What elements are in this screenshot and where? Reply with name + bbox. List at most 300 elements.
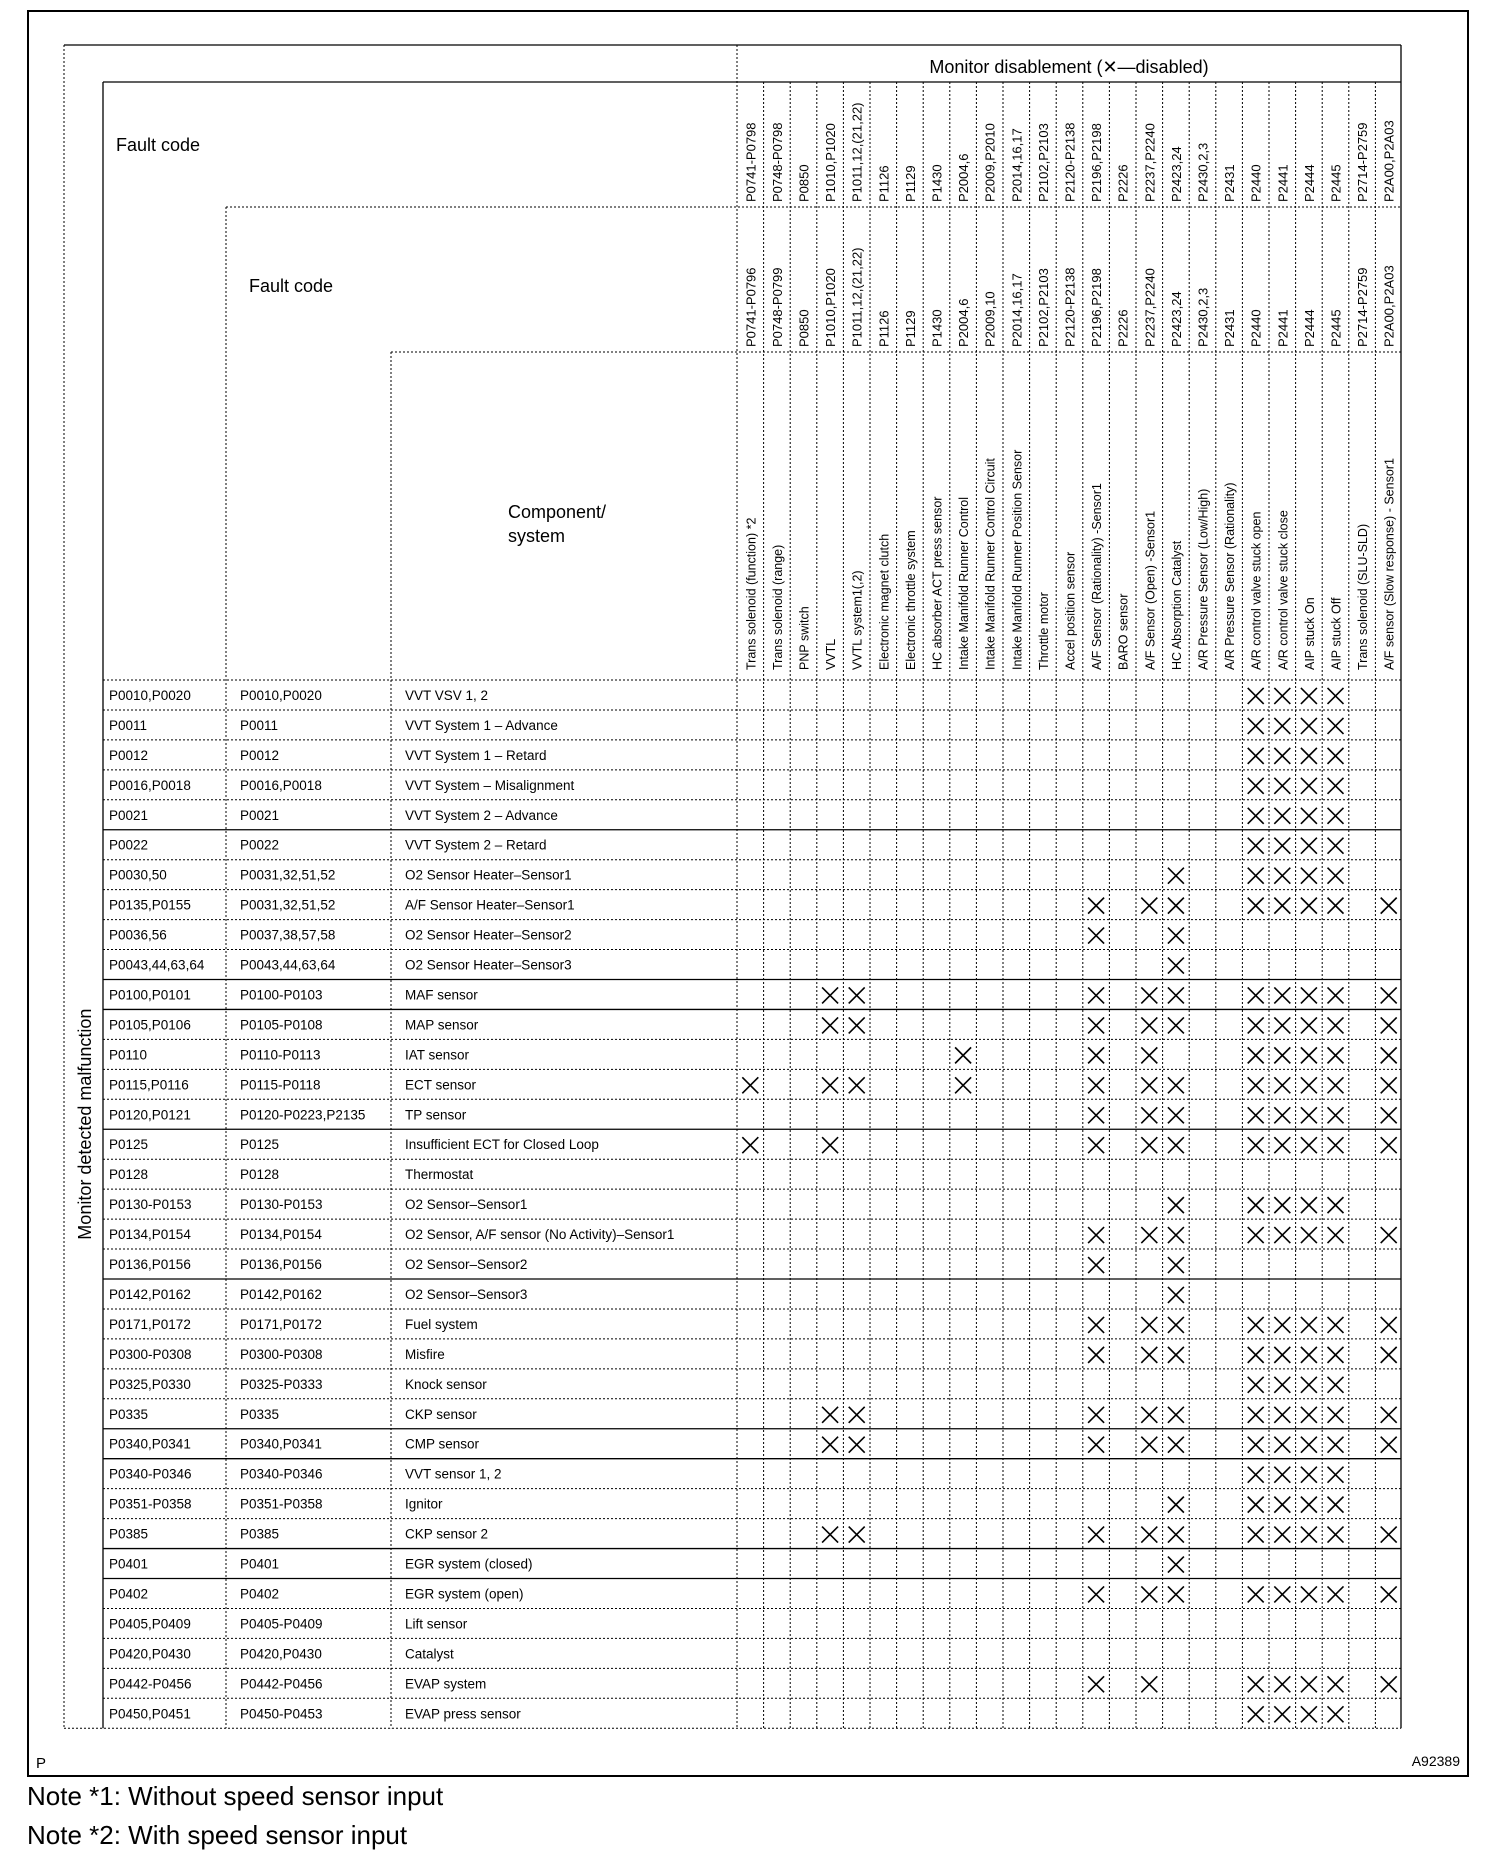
disabled-mark	[849, 987, 865, 1003]
disabled-mark	[1088, 1407, 1104, 1423]
row-fault-code: P0011	[109, 717, 148, 733]
disabled-mark	[1141, 1437, 1157, 1453]
disabled-mark	[1301, 1706, 1317, 1722]
column-code: P2423,24	[1168, 291, 1184, 347]
row-fault-code-detail: P0128	[240, 1167, 280, 1183]
row-fault-code-detail: P0450-P0453	[240, 1706, 323, 1722]
row-fault-code: P0105,P0106	[109, 1017, 191, 1033]
disabled-mark	[1274, 718, 1290, 734]
column-code: P1126	[876, 310, 892, 347]
disabled-mark	[1328, 868, 1344, 884]
disabled-mark	[822, 987, 838, 1003]
disabled-mark	[1328, 838, 1344, 854]
row-fault-code-detail: P0300-P0308	[240, 1346, 323, 1362]
disabled-mark	[1088, 1676, 1104, 1692]
disabled-mark	[1328, 1137, 1344, 1153]
disabled-mark	[1248, 1437, 1264, 1453]
disabled-mark	[1168, 1017, 1184, 1033]
row-component: O2 Sensor–Sensor2	[405, 1257, 528, 1273]
disabled-mark	[955, 1047, 971, 1063]
disabled-mark	[1301, 1317, 1317, 1333]
disabled-mark	[1328, 1197, 1344, 1213]
disabled-mark	[1248, 1467, 1264, 1483]
disabled-mark	[1301, 808, 1317, 824]
disabled-mark	[1274, 1676, 1290, 1692]
row-component: VVT VSV 1, 2	[405, 687, 489, 703]
row-fault-code-detail: P0420,P0430	[240, 1646, 322, 1662]
disabled-mark	[1088, 1586, 1104, 1602]
table-row	[109, 718, 1344, 734]
column-component: Intake Manifold Runner Position Sensor	[1010, 449, 1025, 670]
column-code-top: P1126	[876, 165, 892, 202]
row-fault-code-detail: P0031,32,51,52	[240, 867, 336, 883]
disabled-mark	[1274, 1377, 1290, 1393]
disabled-mark	[1248, 987, 1264, 1003]
disabled-mark	[1088, 1437, 1104, 1453]
row-fault-code: P0402	[109, 1586, 149, 1602]
disabled-mark	[1328, 808, 1344, 824]
row-fault-code-detail: P0340-P0346	[240, 1466, 323, 1482]
column-code: P1129	[902, 310, 918, 347]
row-fault-code-detail: P0125	[240, 1137, 280, 1153]
disabled-mark	[1088, 1317, 1104, 1333]
disabled-mark	[1088, 1077, 1104, 1093]
row-fault-code: P0036,56	[109, 927, 167, 943]
column-code: P2440	[1248, 309, 1264, 347]
table-row	[109, 1527, 1397, 1543]
disabled-mark	[1168, 1527, 1184, 1543]
disabled-mark	[1168, 1077, 1184, 1093]
disabled-mark	[1328, 1047, 1344, 1063]
disabled-mark	[1301, 1527, 1317, 1543]
disabled-mark	[1248, 808, 1264, 824]
row-fault-code-detail: P0142,P0162	[240, 1286, 322, 1302]
disabled-mark	[1141, 1227, 1157, 1243]
disabled-mark	[1301, 1437, 1317, 1453]
table-row	[109, 808, 1344, 824]
disabled-mark	[1328, 1077, 1344, 1093]
row-fault-code: P0335	[109, 1406, 149, 1422]
column-component: Trans solenoid (range)	[770, 544, 785, 670]
disabled-mark	[1274, 1407, 1290, 1423]
column-headers	[743, 103, 1396, 671]
column-code: P0741-P0796	[743, 267, 759, 347]
row-fault-code: P0130-P0153	[109, 1197, 192, 1213]
disabled-mark	[1248, 778, 1264, 794]
column-code-top: P2237,P2240	[1142, 123, 1158, 202]
column-code: P1010,P1020	[823, 268, 839, 347]
row-fault-code: P0115,P0116	[109, 1077, 189, 1093]
disabled-mark	[1274, 1527, 1290, 1543]
disabled-mark	[1141, 1107, 1157, 1123]
disabled-mark	[1088, 1257, 1104, 1273]
disabled-mark	[1274, 748, 1290, 764]
row-component: EVAP system	[405, 1676, 487, 1692]
fault-code-header-outer: Fault code	[116, 135, 201, 155]
disabled-mark	[849, 1017, 865, 1033]
disabled-mark	[1168, 1227, 1184, 1243]
disabled-mark	[1248, 1407, 1264, 1423]
column-code: P0850	[796, 309, 812, 347]
column-code-top: P2009,P2010	[982, 123, 998, 202]
disabled-mark	[1168, 1317, 1184, 1333]
row-component: Thermostat	[405, 1167, 474, 1183]
disabled-mark	[1168, 928, 1184, 944]
column-code-top: P2226	[1115, 164, 1131, 202]
column-code: P2714-P2759	[1355, 267, 1371, 347]
disabled-mark	[1248, 1377, 1264, 1393]
disabled-mark	[1248, 1197, 1264, 1213]
column-component: Trans solenoid (SLU-SLD)	[1356, 523, 1371, 670]
disabled-mark	[1141, 1047, 1157, 1063]
column-component: VVTL system1(,2)	[850, 570, 865, 670]
disabled-mark	[1141, 1317, 1157, 1333]
disabled-mark	[1274, 1317, 1290, 1333]
disabled-mark	[1328, 1107, 1344, 1123]
disabled-mark	[1274, 1197, 1290, 1213]
column-code: P2120-P2138	[1062, 267, 1078, 347]
disabled-mark	[1088, 898, 1104, 914]
disabled-mark	[1274, 1137, 1290, 1153]
column-component: Intake Manifold Runner Control	[957, 496, 972, 670]
column-code: P1011,12,(21,22)	[849, 247, 865, 347]
column-code-top: P2196,P2198	[1089, 123, 1105, 202]
row-fault-code: P0010,P0020	[109, 687, 191, 703]
disabled-mark	[1141, 1017, 1157, 1033]
disabled-mark	[1301, 1137, 1317, 1153]
table-row	[109, 1047, 1397, 1063]
row-component: Fuel system	[405, 1316, 478, 1332]
column-component: Accel position sensor	[1063, 551, 1078, 670]
disabled-mark	[1301, 1227, 1317, 1243]
table-row	[109, 1137, 1397, 1153]
disabled-mark	[1328, 1437, 1344, 1453]
row-component: MAF sensor	[405, 987, 478, 1003]
row-fault-code-detail: P0012	[240, 747, 280, 763]
disabled-mark	[1301, 1676, 1317, 1692]
disabled-mark	[1381, 1227, 1397, 1243]
disabled-mark	[1141, 1676, 1157, 1692]
disabled-mark	[1088, 928, 1104, 944]
row-fault-code: P0120,P0121	[109, 1107, 191, 1123]
disabled-mark	[1381, 1017, 1397, 1033]
disabled-mark	[1141, 1077, 1157, 1093]
disabled-mark	[822, 1407, 838, 1423]
column-component: A/R control valve stuck open	[1249, 511, 1264, 670]
disabled-mark	[849, 1407, 865, 1423]
row-fault-code-detail: P0100-P0103	[240, 987, 323, 1003]
disabled-mark	[1301, 1347, 1317, 1363]
column-component: BARO sensor	[1116, 593, 1131, 670]
disabled-mark	[1301, 1377, 1317, 1393]
disabled-mark	[1274, 1437, 1290, 1453]
disabled-mark	[1328, 1706, 1344, 1722]
disabled-mark	[1381, 1527, 1397, 1543]
disabled-mark	[1274, 1107, 1290, 1123]
row-fault-code: P0385	[109, 1526, 149, 1542]
disabled-mark	[1274, 1497, 1290, 1513]
disabled-mark	[1328, 987, 1344, 1003]
disabled-mark	[1301, 1467, 1317, 1483]
disabled-mark	[1168, 1437, 1184, 1453]
fault-code-header-inner: Fault code	[249, 276, 334, 296]
row-component: MAP sensor	[405, 1017, 479, 1033]
disabled-mark	[742, 1137, 758, 1153]
disabled-mark	[1301, 778, 1317, 794]
disabled-mark	[1381, 1347, 1397, 1363]
disabled-mark	[1381, 1107, 1397, 1123]
row-fault-code-detail: P0401	[240, 1556, 280, 1572]
disabled-mark	[1381, 1047, 1397, 1063]
disabled-mark	[1274, 898, 1290, 914]
column-component: HC absorber ACT press sensor	[930, 496, 945, 670]
disabled-mark	[1301, 688, 1317, 704]
disabled-mark	[1328, 1527, 1344, 1543]
table-row	[109, 1437, 1397, 1453]
disabled-mark	[1141, 987, 1157, 1003]
disabled-mark	[1328, 748, 1344, 764]
row-component: O2 Sensor Heater–Sensor1	[405, 867, 572, 883]
disabled-mark	[1168, 1586, 1184, 1602]
column-code-top: P2A00,P2A03	[1381, 120, 1397, 202]
disabled-mark	[1168, 1197, 1184, 1213]
disabled-mark	[1328, 1227, 1344, 1243]
row-fault-code: P0420,P0430	[109, 1646, 191, 1662]
column-component: A/F sensor (Slow response) - Sensor1	[1382, 458, 1397, 670]
disabled-mark	[1301, 1407, 1317, 1423]
row-component: CMP sensor	[405, 1436, 480, 1452]
disabled-mark	[1248, 1676, 1264, 1692]
row-component: CKP sensor	[405, 1406, 477, 1422]
row-fault-code-detail: P0402	[240, 1586, 280, 1602]
row-fault-code: P0012	[109, 747, 149, 763]
table-row	[109, 1167, 474, 1182]
column-code: P2431	[1222, 309, 1238, 347]
disabled-mark	[1168, 958, 1184, 974]
row-component: O2 Sensor Heater–Sensor3	[405, 957, 572, 973]
table-row	[109, 898, 1397, 914]
disabled-mark	[1168, 898, 1184, 914]
disabled-mark	[1141, 1527, 1157, 1543]
disabled-mark	[1248, 1227, 1264, 1243]
disabled-mark	[1328, 1377, 1344, 1393]
monitor-disablement-title: Monitor disablement (✕—disabled)	[929, 57, 1209, 77]
disabled-mark	[1168, 868, 1184, 884]
table-row	[109, 1497, 1344, 1513]
column-component: A/R Pressure Sensor (Low/High)	[1196, 488, 1211, 670]
table-row	[109, 987, 1397, 1003]
disabled-mark	[1141, 1407, 1157, 1423]
disabled-mark	[1381, 1077, 1397, 1093]
column-code-top: P0741-P0798	[743, 122, 759, 202]
column-component: A/F Sensor (Rationality) -Sensor1	[1090, 483, 1105, 670]
disabled-mark	[1328, 1586, 1344, 1602]
disabled-mark	[822, 1137, 838, 1153]
disabled-mark	[1168, 1557, 1184, 1573]
note-2: Note *2: With speed sensor input	[27, 1820, 408, 1850]
disabled-mark	[1301, 718, 1317, 734]
disabled-mark	[1088, 1107, 1104, 1123]
column-code: P2196,P2198	[1089, 268, 1105, 347]
row-fault-code: P0442-P0456	[109, 1676, 192, 1692]
table-row	[109, 1586, 1397, 1602]
table-row	[109, 778, 1344, 794]
disabled-mark	[1301, 838, 1317, 854]
disabled-mark	[1248, 1347, 1264, 1363]
disabled-mark	[1301, 748, 1317, 764]
column-component: A/F Sensor (Open) -Sensor1	[1143, 510, 1158, 670]
disabled-mark	[1248, 1077, 1264, 1093]
column-code: P2014,16,17	[1009, 273, 1025, 347]
row-fault-code-detail: P0340,P0341	[240, 1436, 322, 1452]
disabled-mark	[1088, 1347, 1104, 1363]
component-header-line: system	[508, 526, 566, 546]
column-code: P2237,P2240	[1142, 268, 1158, 347]
disabled-mark	[1274, 688, 1290, 704]
column-component: PNP switch	[797, 606, 812, 670]
row-fault-code: P0030,50	[109, 867, 167, 883]
disabled-mark	[1301, 868, 1317, 884]
row-fault-code-detail: P0136,P0156	[240, 1257, 322, 1273]
disabled-mark	[1274, 838, 1290, 854]
column-code-top: P0748-P0798	[769, 122, 785, 202]
disabled-mark	[1168, 1257, 1184, 1273]
disabled-mark	[1248, 1017, 1264, 1033]
row-component: CKP sensor 2	[405, 1526, 489, 1542]
row-fault-code-detail: P0120-P0223,P2135	[240, 1107, 366, 1123]
row-fault-code: P0171,P0172	[109, 1316, 191, 1332]
column-code-top: P2102,P2103	[1035, 123, 1051, 202]
disabled-mark	[1248, 1586, 1264, 1602]
column-component: Trans solenoid (function) *2	[744, 517, 759, 670]
row-component: Insufficient ECT for Closed Loop	[405, 1137, 599, 1153]
table-row	[109, 748, 1344, 764]
column-code-top: P1129	[902, 165, 918, 202]
row-fault-code-detail: P0405-P0409	[240, 1616, 323, 1632]
row-fault-code: P0450,P0451	[109, 1706, 191, 1722]
disabled-mark	[1381, 898, 1397, 914]
table-row	[109, 1377, 1344, 1393]
row-fault-code: P0043,44,63,64	[109, 957, 205, 973]
disabled-mark	[1248, 1497, 1264, 1513]
column-component: A/R control valve stuck close	[1276, 510, 1291, 670]
disabled-mark	[1168, 987, 1184, 1003]
disabled-mark	[1301, 1586, 1317, 1602]
disabled-mark	[1088, 1047, 1104, 1063]
corner-label-p: P	[36, 1755, 47, 1772]
column-component: A/R Pressure Sensor (Rationality)	[1223, 482, 1238, 670]
row-fault-code: P0340-P0346	[109, 1466, 192, 1482]
row-fault-code-detail: P0134,P0154	[240, 1227, 322, 1243]
disabled-mark	[1381, 1317, 1397, 1333]
table-row	[109, 1706, 1344, 1722]
table-row	[109, 1227, 1397, 1243]
row-component: TP sensor	[405, 1107, 467, 1123]
column-component: HC Absorption Catalyst	[1169, 540, 1184, 670]
disabled-mark	[1168, 1137, 1184, 1153]
disabled-mark	[955, 1077, 971, 1093]
row-fault-code: P0401	[109, 1556, 149, 1572]
disabled-mark	[1168, 1347, 1184, 1363]
row-fault-code-detail: P0335	[240, 1406, 280, 1422]
disabled-mark	[1328, 1017, 1344, 1033]
disabled-mark	[1274, 1586, 1290, 1602]
row-component: VVT System – Misalignment	[405, 777, 575, 793]
row-fault-code-detail: P0171,P0172	[240, 1316, 322, 1332]
table-row	[109, 1347, 1397, 1363]
row-component: VVT System 1 – Retard	[405, 747, 547, 763]
column-code: P2102,P2103	[1035, 268, 1051, 347]
column-component: VVTL	[824, 638, 839, 670]
table-row	[109, 1317, 1397, 1333]
row-component: A/F Sensor Heater–Sensor1	[405, 897, 575, 913]
disabled-mark	[1274, 987, 1290, 1003]
disabled-mark	[1248, 718, 1264, 734]
row-component: EGR system (open)	[405, 1586, 524, 1602]
table-row	[109, 928, 1184, 944]
row-component: Ignitor	[405, 1496, 443, 1512]
disabled-mark	[1248, 868, 1264, 884]
disabled-mark	[1381, 987, 1397, 1003]
row-fault-code-detail: P0031,32,51,52	[240, 897, 336, 913]
row-fault-code-detail: P0037,38,57,58	[240, 927, 336, 943]
row-fault-code: P0142,P0162	[109, 1286, 191, 1302]
row-fault-code-detail: P0351-P0358	[240, 1496, 323, 1512]
row-fault-code-detail: P0010,P0020	[240, 687, 322, 703]
column-code-top: P1430	[929, 164, 945, 202]
column-code-top: P2445	[1328, 164, 1344, 202]
table-row	[109, 688, 1344, 704]
row-fault-code-detail: P0021	[240, 807, 280, 823]
column-component: Intake Manifold Runner Control Circuit	[983, 458, 998, 670]
column-code: P2441	[1275, 309, 1291, 347]
column-code-top: P2714-P2759	[1355, 122, 1371, 202]
row-fault-code-detail: P0016,P0018	[240, 777, 322, 793]
column-component: AIP stuck On	[1302, 597, 1317, 670]
disabled-mark	[1328, 718, 1344, 734]
row-component: VVT System 2 – Retard	[405, 837, 547, 853]
disabled-mark	[822, 1077, 838, 1093]
table-row	[109, 1616, 468, 1631]
disabled-mark	[1301, 1017, 1317, 1033]
disabled-mark	[1328, 1467, 1344, 1483]
table-row	[109, 1197, 1344, 1213]
disabled-mark	[1248, 838, 1264, 854]
disabled-mark	[1088, 1527, 1104, 1543]
disabled-mark	[1328, 778, 1344, 794]
row-fault-code: P0110	[109, 1047, 148, 1063]
row-component: VVT System 2 – Advance	[405, 807, 558, 823]
row-fault-code: P0300-P0308	[109, 1346, 192, 1362]
row-component: O2 Sensor Heater–Sensor2	[405, 927, 572, 943]
row-component: Lift sensor	[405, 1616, 468, 1632]
row-fault-code-detail: P0130-P0153	[240, 1197, 323, 1213]
disabled-mark	[1248, 748, 1264, 764]
row-component: ECT sensor	[405, 1077, 477, 1093]
row-fault-code: P0134,P0154	[109, 1227, 191, 1243]
column-component: AIP stuck Off	[1329, 597, 1344, 670]
disabled-mark	[1381, 1676, 1397, 1692]
disabled-mark	[1328, 1497, 1344, 1513]
disabled-mark	[1168, 1407, 1184, 1423]
column-code: P2445	[1328, 309, 1344, 347]
disabled-mark	[1141, 1137, 1157, 1153]
column-code-top: P2004,6	[956, 153, 972, 202]
row-component: O2 Sensor–Sensor1	[405, 1197, 528, 1213]
table-row	[109, 958, 1184, 974]
disabled-mark	[1301, 1197, 1317, 1213]
table-row	[109, 1107, 1397, 1123]
